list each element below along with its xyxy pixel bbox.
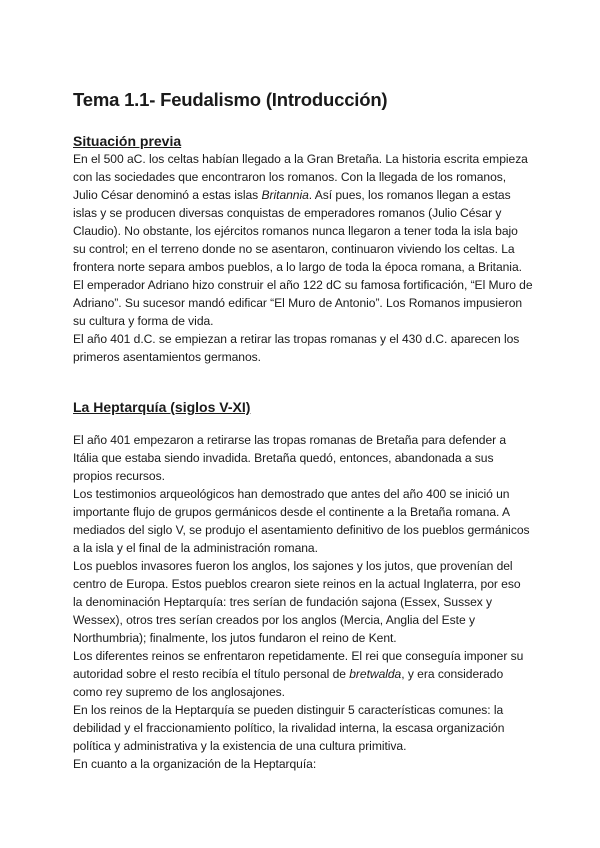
- document-page: [73, 86, 533, 773]
- italic-term-bretwalda: bretwalda: [349, 667, 402, 681]
- paragraph-text: Los diferentes reinos se enfrentaron repetidamente. El rei que conseguía imponer su autoridad sobre el resto recibía el título personal de: [73, 649, 524, 681]
- paragraph-text: Los pueblos invasores fueron los anglos, los sajones y los jutos, que provenían del centro de Europa. Estos pueblos crearon siete reinos en la actual Inglaterra, por eso la denominación Heptarquía: tres serían de fundación sajona (Essex, Sussex y Wessex), otros tres serían creados por los anglos (Mercia, Anglia del Este y Northumbria); finalmente, los jutos fundaron el reino de Kent.: [73, 559, 521, 645]
- section-heading-heptarquia: La Heptarquía (siglos V-XI): [73, 399, 251, 415]
- paragraph-text: , y era considerado como rey supremo de los anglosajones.: [73, 667, 504, 699]
- paragraph-heptarquia-6: [73, 755, 533, 773]
- paragraph-text: . Así pues, los romanos llegan a estas islas y se producen diversas conquistas de emperadores romanos (Julio César y Claudio). No obstante, los ejércitos romanos nunca llegaron a tener toda la isla bajo su control; en el terreno donde no se asentaron, continuaron viviendo los celtas. La frontera norte separa ambos pueblos, a lo largo de toda la época romana, a Britania. El emperador Adriano hizo construir el año 122 dC su famosa fortificación, “El Muro de Adriano”. Su sucesor mandó edificar “El Muro de Antonio”. Los Romanos impusieron su cultura y forma de vida.: [73, 188, 533, 328]
- paragraph-heptarquia-5: [73, 701, 533, 755]
- paragraph-text: El año 401 empezaron a retirarse las tropas romanas de Bretaña para defender a Itália que estaba siendo invadida. Bretaña quedó, entonces, abandonada a sus propios recursos.: [73, 433, 507, 483]
- paragraph-heptarquia-1: [73, 431, 533, 485]
- section-heading-situacion-previa: Situación previa: [73, 133, 182, 149]
- paragraph-heptarquia-3: [73, 557, 533, 647]
- paragraph-heptarquia-4: [73, 647, 533, 701]
- paragraph-situacion-2: [73, 330, 533, 366]
- paragraph-situacion-1: [73, 150, 533, 330]
- paragraph-text: El año 401 d.C. se empiezan a retirar las tropas romanas y el 430 d.C. aparecen los primeros asentamientos germanos.: [73, 332, 520, 364]
- paragraph-heptarquia-2: [73, 485, 533, 557]
- paragraph-text: En los reinos de la Heptarquía se pueden distinguir 5 características comunes: la debilidad y el fraccionamiento político, la rivalidad interna, la escasa organización política y administrativa y la existencia de una cultura primitiva.: [73, 703, 505, 753]
- paragraph-text: En cuanto a la organización de la Heptarquía:: [73, 757, 317, 771]
- italic-term-britannia: Britannia: [261, 188, 309, 202]
- paragraph-text: En el 500 aC. los celtas habían llegado a la Gran Bretaña. La historia escrita empieza con las sociedades que encontraron los romanos. Con la llegada de los romanos, Julio César denominó a estas islas: [73, 152, 528, 202]
- document-title: Tema 1.1- Feudalismo (Introducción): [73, 89, 388, 110]
- paragraph-text: Los testimonios arqueológicos han demostrado que antes del año 400 se inició un importante flujo de grupos germánicos desde el continente a la Bretaña romana. A mediados del siglo V, se produjo el asentamiento definitivo de los pueblos germánicos a la isla y el final de la administración romana.: [73, 487, 530, 555]
